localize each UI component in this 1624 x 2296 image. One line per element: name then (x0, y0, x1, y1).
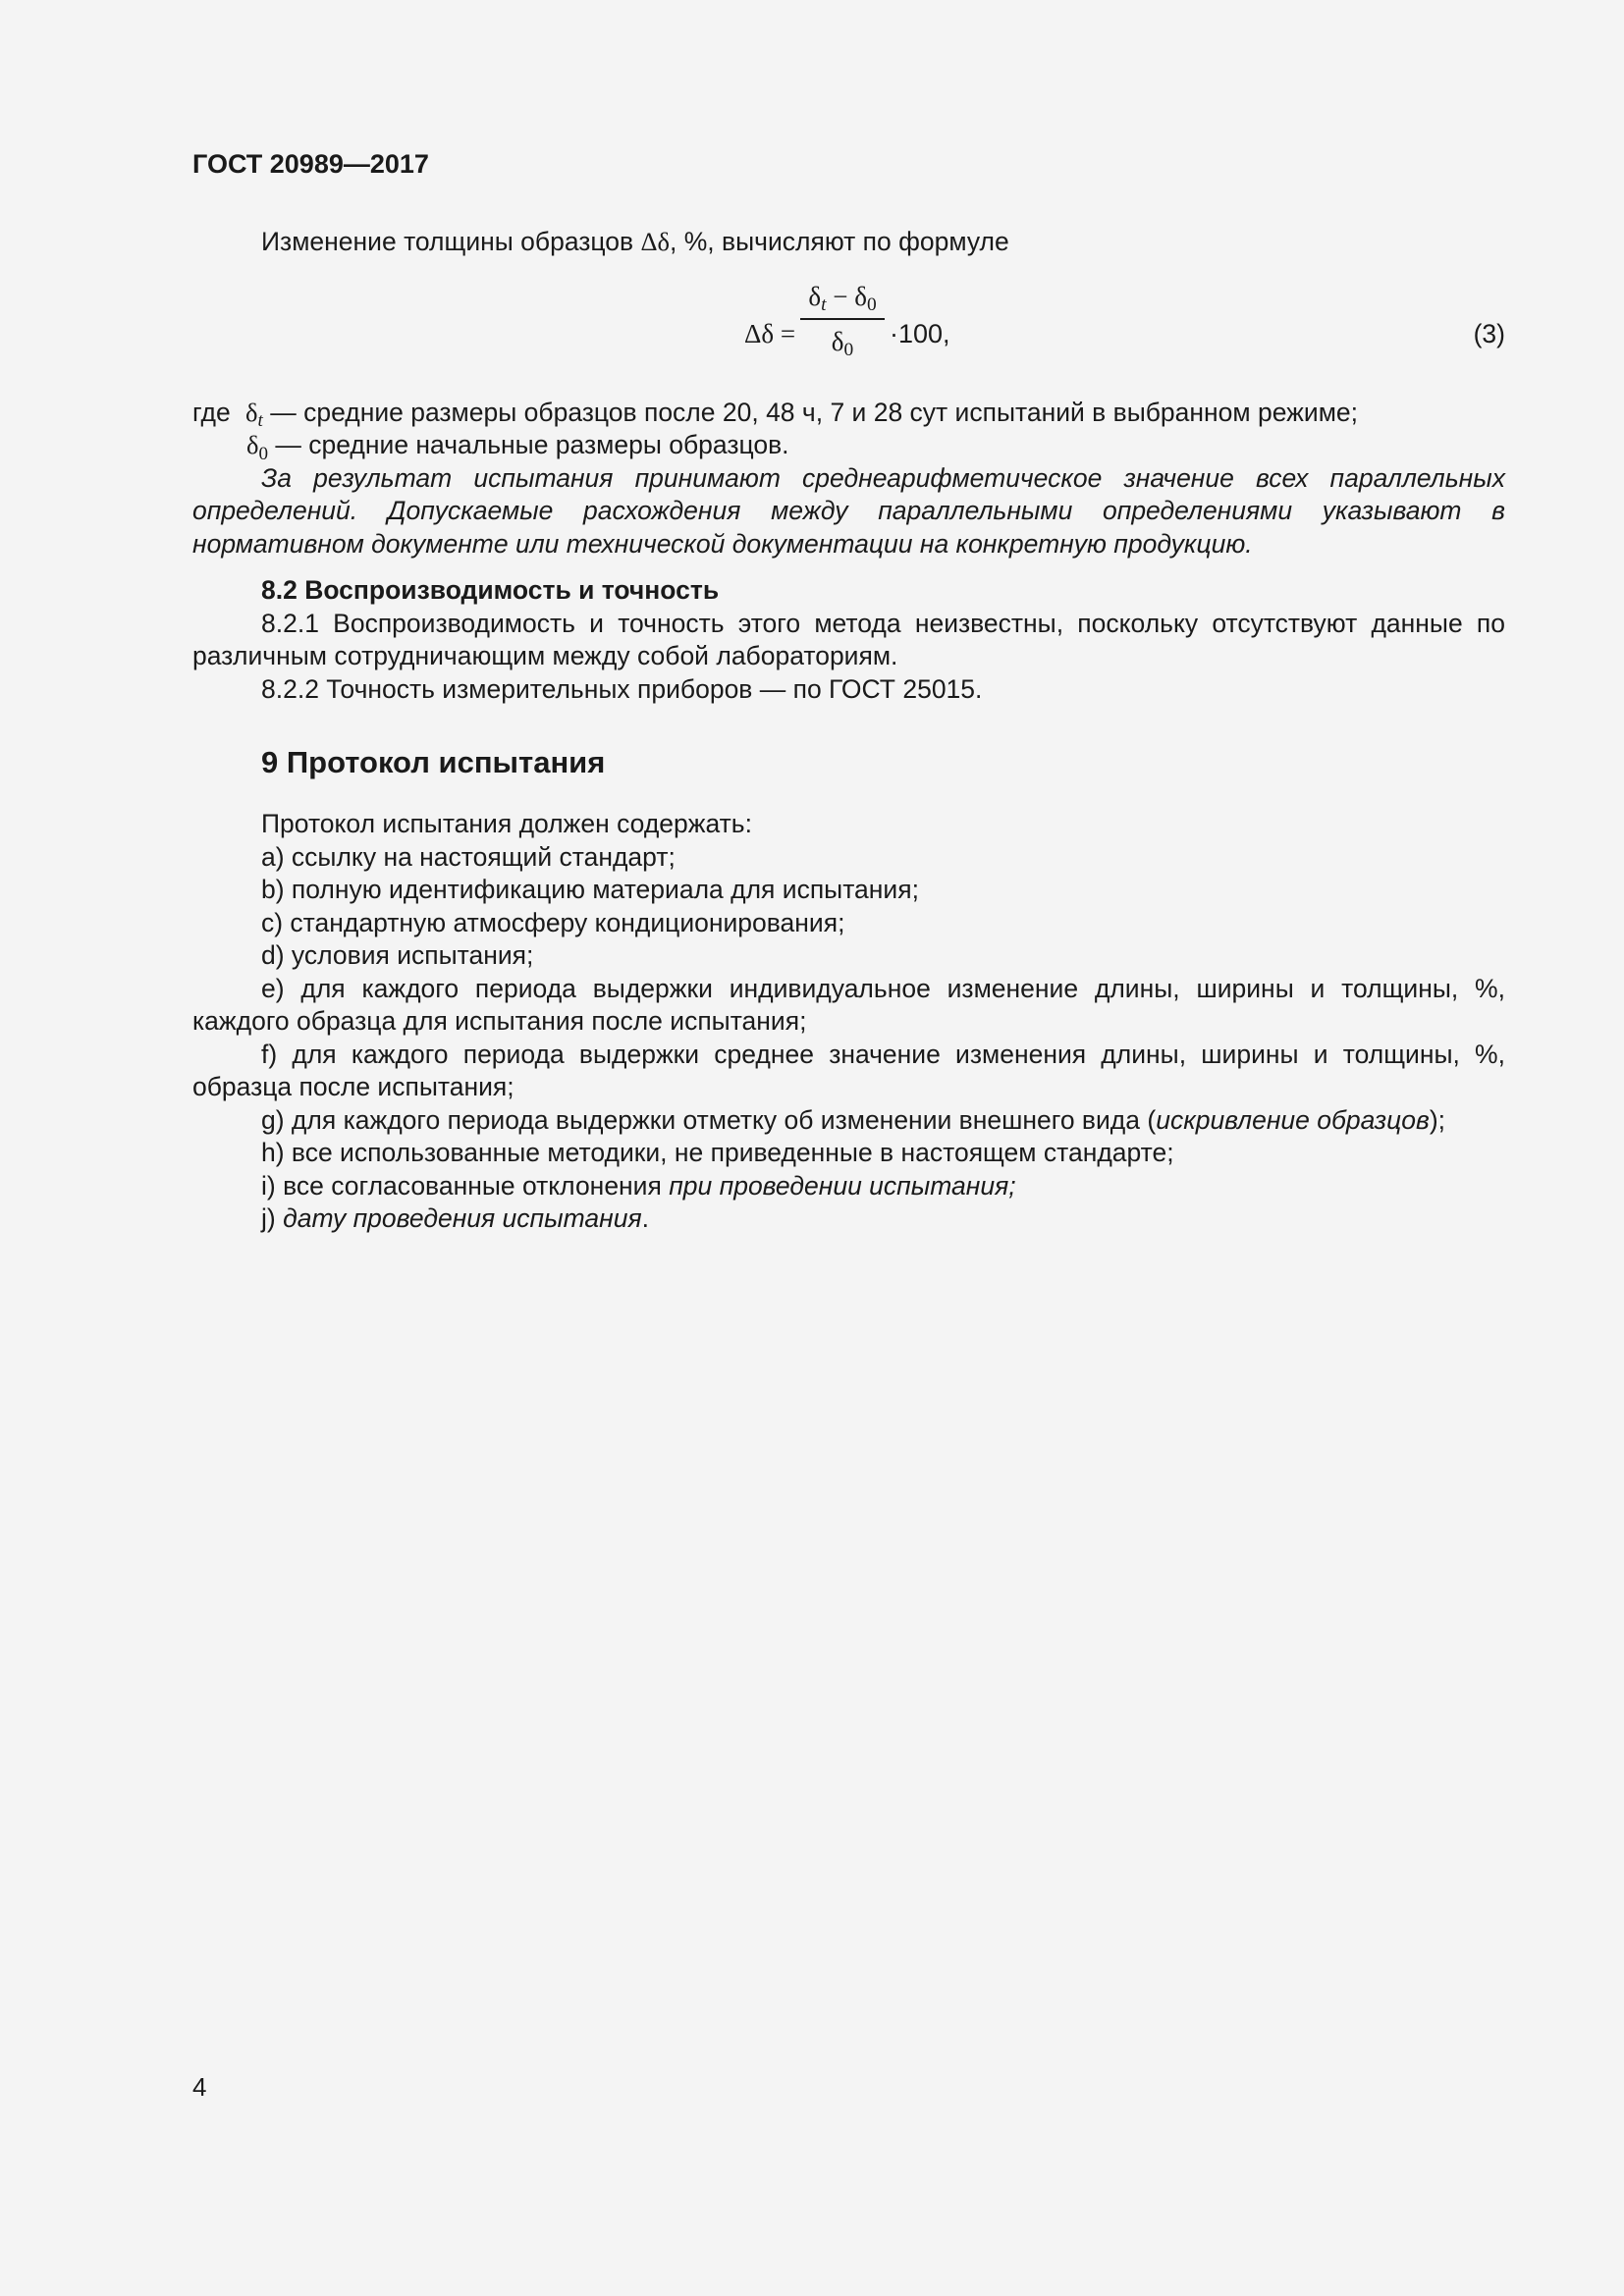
where-def-2 (192, 429, 1505, 462)
protocol-intro: Протокол испытания должен содержать: (261, 809, 752, 838)
where-symbol-2-sub: 0 (258, 443, 269, 464)
num-minus-delta: − δ (826, 281, 867, 311)
protocol-item-f: f) для каждого периода выдержки среднее значение изменения длины, ширины и толщины, %, образца после испытания; (192, 1039, 1505, 1101)
item-j-text: j) (261, 1203, 284, 1233)
subsection-8-2-heading: 8.2 Воспроизводимость и точность (261, 575, 720, 605)
document-id-header: ГОСТ 20989—2017 (192, 149, 429, 179)
item-i-text: i) все согласованные отклонения (261, 1170, 670, 1201)
where-def-1-text: — средние размеры образцов после 20, 48 ч, 7 и 28 сут испытаний в выбранном режиме; (262, 397, 1359, 427)
where-def-2-text: — средние начальные размеры образцов. (268, 430, 789, 459)
clause-8-2-1: 8.2.1 Воспроизводимость и точность этого метода неизвестны, поскольку отсутствуют данные по различным сотрудничающим между собой лабораториям. (192, 608, 1505, 670)
formula-rhs: ·100, (890, 318, 950, 348)
delta-delta-symbol: Δδ (640, 227, 671, 256)
item-j-italic: дату проведения испытания (283, 1203, 642, 1233)
intro-text-end: , %, вычисляют по формуле (670, 227, 1009, 256)
formula-3 (192, 275, 1505, 397)
page-number: 4 (192, 2072, 207, 2102)
clause-8-2-2: 8.2.2 Точность измерительных приборов — по ГОСТ 25015. (261, 673, 983, 704)
den-sub-0: 0 (843, 340, 854, 361)
result-note: За результат испытания принимают среднеарифметическое значение всех параллельных определений. Допускаемые расхождения между параллельными определениями указывают в нормативном документе или технической документации на конкретную продукцию. (192, 462, 1505, 559)
where-symbol-1: δ (245, 397, 258, 427)
page-content (192, 226, 1505, 1236)
item-g-end: ); (1429, 1104, 1446, 1135)
section-9-heading: 9 Протокол испытания (261, 745, 606, 779)
item-g-text: g) для каждого периода выдержки отметку об изменении внешнего вида ( (261, 1104, 1157, 1135)
where-prefix: где (192, 397, 239, 427)
protocol-item-e: e) для каждого периода выдержки индивидуальное изменение длины, ширины и толщины, %, каждого образца для испытания после испытания; (192, 973, 1505, 1036)
protocol-item-d: d) условия испытания; (261, 940, 534, 970)
fraction-bar (800, 318, 885, 320)
where-symbol-2: δ (246, 430, 259, 459)
num-delta: δ (808, 281, 822, 311)
item-g-italic: искривление образцов (1156, 1104, 1430, 1135)
protocol-item-h: h) все использованные методики, не приведенные в настоящем стандарте; (261, 1138, 1174, 1167)
where-def-1 (192, 397, 1505, 430)
protocol-item-g (192, 1104, 1505, 1138)
num-sub-0: 0 (866, 294, 877, 316)
equation-number: (3) (1473, 318, 1505, 348)
formula-intro (192, 226, 1505, 259)
intro-text: Изменение толщины образцов (261, 227, 641, 256)
protocol-item-b: b) полную идентификацию материала для испытания; (261, 875, 919, 904)
fraction-denominator (800, 326, 885, 359)
where-symbol-1-sub: t (257, 410, 263, 432)
protocol-item-a: a) ссылку на настоящий стандарт; (261, 841, 676, 872)
where-block (192, 397, 1505, 462)
item-j-end: . (641, 1203, 649, 1233)
formula-lhs: Δδ = (744, 318, 796, 348)
num-sub-t: t (821, 294, 827, 316)
protocol-item-j (192, 1202, 1505, 1236)
item-i-italic: при проведении испытания; (669, 1170, 1016, 1201)
den-delta: δ (831, 326, 844, 356)
protocol-item-i (192, 1170, 1505, 1203)
fraction-numerator (800, 281, 885, 314)
protocol-item-c: c) стандартную атмосферу кондиционирования; (261, 907, 845, 937)
